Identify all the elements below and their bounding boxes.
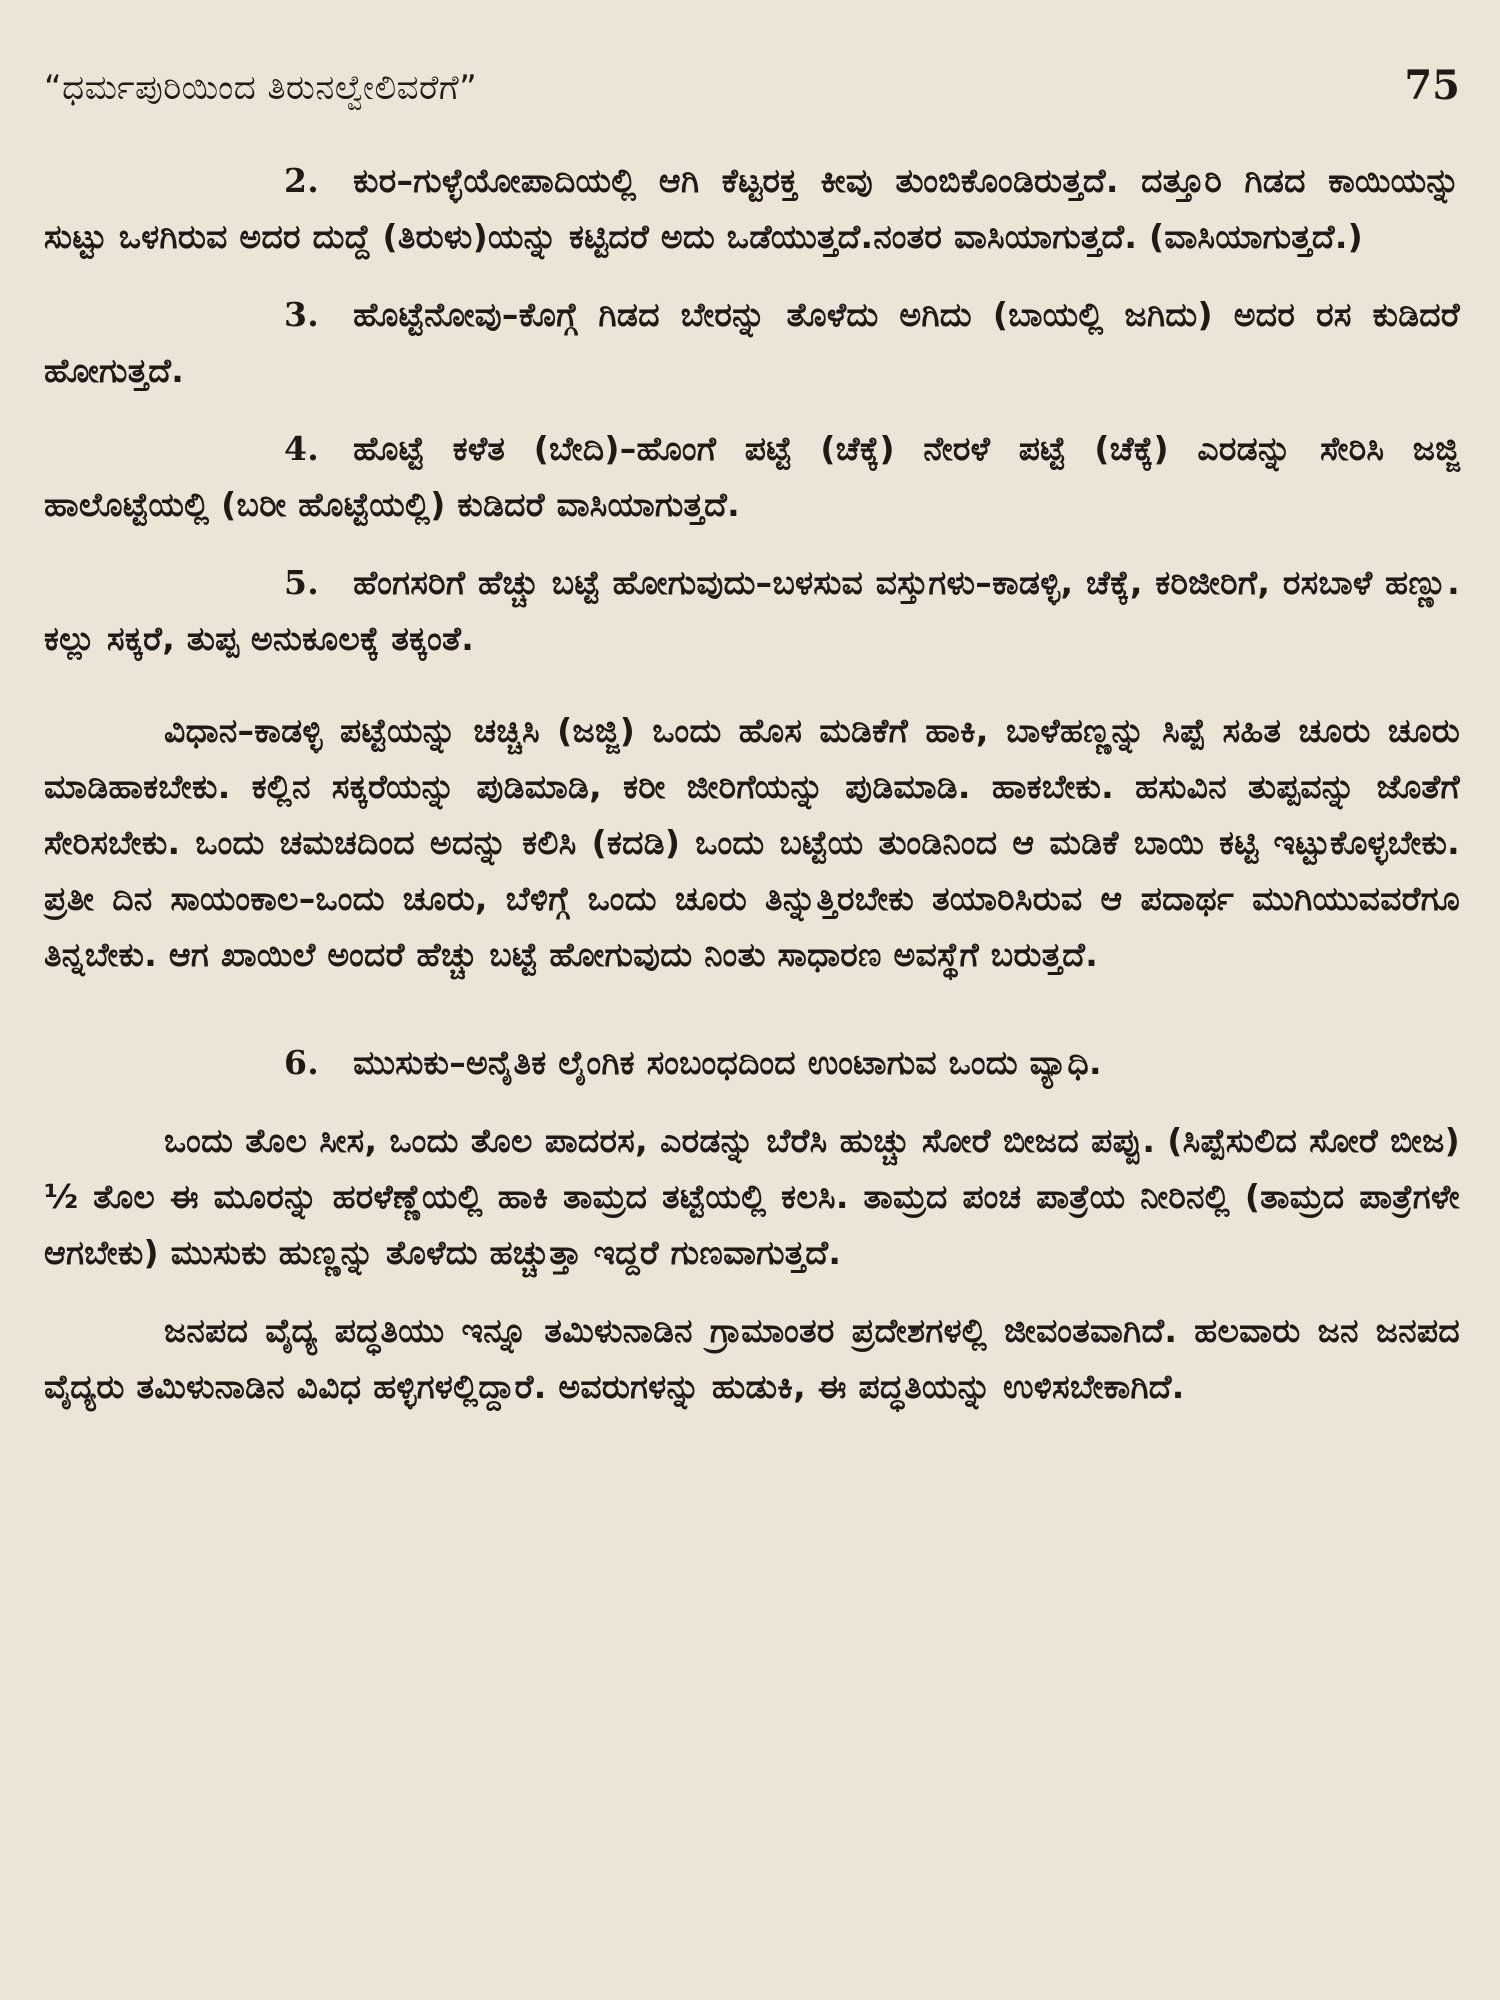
paragraph-text: ಹೊಟ್ಟೆ ಕಳೆತ (ಬೇದಿ)–ಹೊಂಗೆ ಪಟ್ಟೆ (ಚೆಕ್ಕೆ) ನೇರಳೆ ಪಟ್ಟೆ (ಚೆಕ್ಕೆ) ಎರಡನ್ನು ಸೇರಿಸಿ ಜಜ್ಜಿ ಹಾಲೊಟ್ಟೆಯಲ್ಲಿ (ಬರೀ ಹೊಟ್ಟೆಯಲ್ಲಿ) ಕುಡಿದರೆ ವಾಸಿಯಾಗುತ್ತದೆ. [44,429,1460,524]
paragraph-6 [44,1035,1460,1091]
paragraph-text: ವಿಧಾನ–ಕಾಡಳ್ಳಿ ಪಟ್ಟೆಯನ್ನು ಚಚ್ಚಿಸಿ (ಜಜ್ಜಿ) ಒಂದು ಹೊಸ ಮಡಿಕೆಗೆ ಹಾಕಿ, ಬಾಳೆಹಣ್ಣನ್ನು ಸಿಪ್ಪೆ ಸಹಿತ ಚೂರು ಚೂರು ಮಾಡಿಹಾಕಬೇಕು. ಕಲ್ಲಿನ ಸಕ್ಕರೆಯನ್ನು ಪುಡಿಮಾಡಿ, ಕರೀ ಜೀರಿಗೆಯನ್ನು ಪುಡಿಮಾಡಿ. ಹಾಕಬೇಕು. ಹಸುವಿನ ತುಪ್ಪವನ್ನು ಜೊತೆಗೆ ಸೇರಿಸಬೇಕು. ಒಂದು ಚಮಚದಿಂದ ಅದನ್ನು ಕಲಿಸಿ (ಕದಡಿ) ಒಂದು ಬಟ್ಟೆಯ ತುಂಡಿನಿಂದ ಆ ಮಡಿಕೆ ಬಾಯಿ ಕಟ್ಟಿ ಇಟ್ಟುಕೊಳ್ಳಬೇಕು. ಪ್ರತೀ ದಿನ ಸಾಯಂಕಾಲ–ಒಂದು ಚೂರು, ಬೆಳಿಗ್ಗೆ ಒಂದು ಚೂರು ತಿನ್ನುತ್ತಿರಬೇಕು ತಯಾರಿಸಿರುವ ಆ ಪದಾರ್ಥ ಮುಗಿಯುವವರೆಗೂ ತಿನ್ನಬೇಕು. ಆಗ ಖಾಯಿಲೆ ಅಂದರೆ ಹೆಚ್ಚು ಬಟ್ಟೆ ಹೋಗುವುದು ನಿಂತು ಸಾಧಾರಣ ಅವಸ್ಥೆಗೆ ಬರುತ್ತದೆ. [44,711,1460,974]
item-number: 6. [284,1043,320,1082]
running-title: “ಧರ್ಮಪುರಿಯಿಂದ ತಿರುನಲ್ವೇಲಿವರೆಗೆ” [44,68,478,108]
paragraph-text: ಕುರ–ಗುಳ್ಳೆಯೋಪಾದಿಯಲ್ಲಿ ಆಗಿ ಕೆಟ್ಟರಕ್ತ ಕೀವು ತುಂಬಿಕೊಂಡಿರುತ್ತದೆ. ದತ್ತೂರಿ ಗಿಡದ ಕಾಯಿಯನ್ನು ಸುಟ್ಟು ಒಳಗಿರುವ ಅದರ ದುದ್ದೆ (ತಿರುಳು)ಯನ್ನು ಕಟ್ಟಿದರೆ ಅದು ಒಡೆಯುತ್ತದೆ.ನಂತರ ವಾಸಿಯಾಗುತ್ತದೆ. (ವಾಸಿಯಾಗುತ್ತದೆ.) [44,161,1460,256]
item-number: 3. [284,295,320,334]
page-header [44,62,1460,109]
paragraph-method [44,703,1460,983]
paragraph-text: ಜನಪದ ವೈದ್ಯ ಪದ್ಧತಿಯು ಇನ್ನೂ ತಮಿಳುನಾಡಿನ ಗ್ರಾಮಾಂತರ ಪ್ರದೇಶಗಳಲ್ಲಿ ಜೀವಂತವಾಗಿದೆ. ಹಲವಾರು ಜನ ಜನಪದ ವೈದ್ಯರು ತಮಿಳುನಾಡಿನ ವಿವಿಧ ಹಳ್ಳಿಗಳಲ್ಲಿದ್ದಾರೆ. ಅವರುಗಳನ್ನು ಹುಡುಕಿ, ಈ ಪದ್ಧತಿಯನ್ನು ಉಳಿಸಬೇಕಾಗಿದೆ. [44,1311,1460,1406]
paragraph-5 [44,555,1460,667]
paragraph-conclusion [44,1303,1460,1415]
paragraph-text: ಮುಸುಕು–ಅನೈತಿಕ ಲೈಂಗಿಕ ಸಂಬಂಧದಿಂದ ಉಂಟಾಗುವ ಒಂದು ವ್ಯಾಧಿ. [353,1043,1102,1082]
item-number: 4. [284,429,320,468]
paragraph-text: ಹೊಟ್ಟೆನೋವು–ಕೊಗ್ಗೆ ಗಿಡದ ಬೇರನ್ನು ತೊಳೆದು ಅಗಿದು (ಬಾಯಲ್ಲಿ ಜಗಿದು) ಅದರ ರಸ ಕುಡಿದರೆ ಹೋಗುತ್ತದೆ. [44,295,1460,390]
item-number: 5. [284,563,320,602]
paragraph-text: ಹೆಂಗಸರಿಗೆ ಹೆಚ್ಚು ಬಟ್ಟೆ ಹೋಗುವುದು–ಬಳಸುವ ವಸ್ತುಗಳು–ಕಾಡಳ್ಳಿ, ಚೆಕ್ಕೆ, ಕರಿಜೀರಿಗೆ, ರಸಬಾಳೆ ಹಣ್ಣು. ಕಲ್ಲು ಸಕ್ಕರೆ, ತುಪ್ಪ ಅನುಕೂಲಕ್ಕೆ ತಕ್ಕಂತೆ. [44,563,1460,658]
paragraph-remedy [44,1113,1460,1281]
paragraph-3 [44,287,1460,399]
paragraph-text: ಒಂದು ತೊಲ ಸೀಸ, ಒಂದು ತೊಲ ಪಾದರಸ, ಎರಡನ್ನು ಬೆರೆಸಿ ಹುಚ್ಚು ಸೋರೆ ಬೀಜದ ಪಪ್ಪು. (ಸಿಪ್ಪೆಸುಲಿದ ಸೋರೆ ಬೀಜ) ½ ತೊಲ ಈ ಮೂರನ್ನು ಹರಳೆಣ್ಣೆಯಲ್ಲಿ ಹಾಕಿ ತಾಮ್ರದ ತಟ್ಟೆಯಲ್ಲಿ ಕಲಸಿ. ತಾಮ್ರದ ಪಂಚ ಪಾತ್ರೆಯ ನೀರಿನಲ್ಲಿ (ತಾಮ್ರದ ಪಾತ್ರೆಗಳೇ ಆಗಬೇಕು) ಮುಸುಕು ಹುಣ್ಣನ್ನು ತೊಳೆದು ಹಚ್ಚುತ್ತಾ ಇದ್ದರೆ ಗುಣವಾಗುತ್ತದೆ. [44,1121,1460,1272]
page-number: 75 [1404,62,1460,109]
paragraph-2 [44,153,1460,265]
item-number: 2. [284,161,320,200]
paragraph-4 [44,421,1460,533]
